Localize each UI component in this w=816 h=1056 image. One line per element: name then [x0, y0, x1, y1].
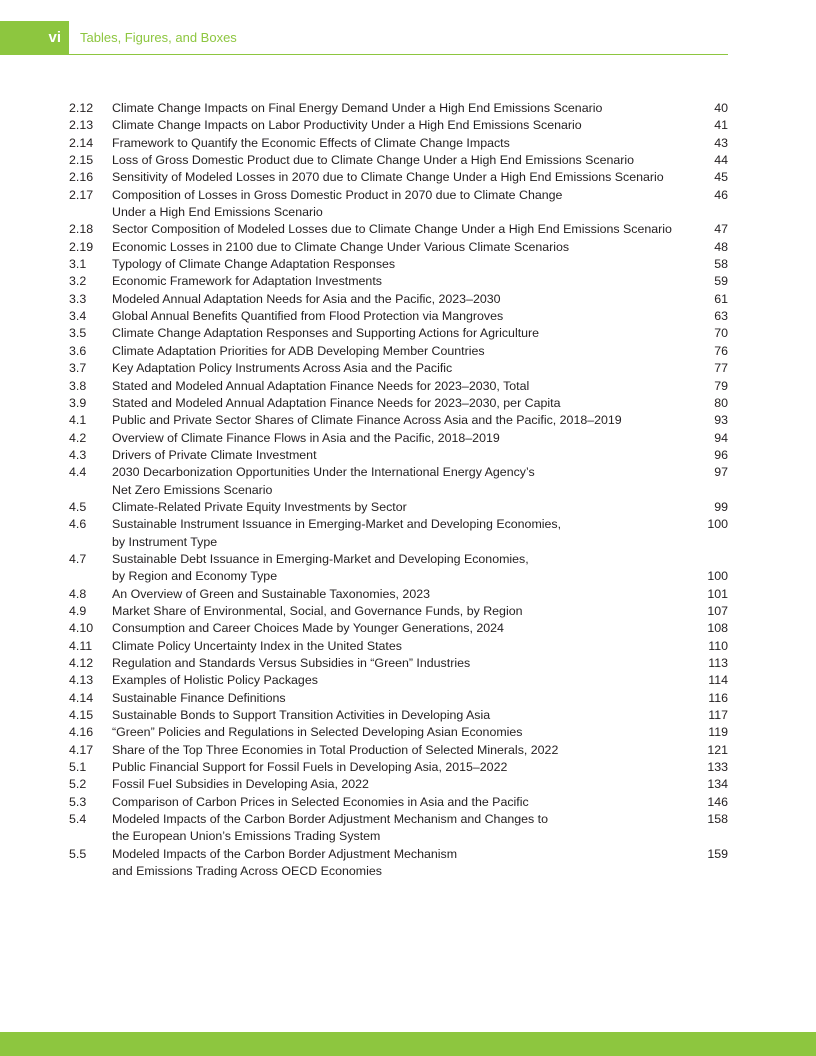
toc-entry: [69, 291, 728, 308]
entry-number: 4.4: [69, 465, 87, 480]
page-number-tab: [0, 21, 69, 55]
footer-bar: [0, 1032, 816, 1056]
toc-entry: [69, 308, 728, 325]
entry-title-line: Typology of Climate Change Adaptation Responses: [112, 257, 396, 272]
entry-page-number: 41: [714, 118, 728, 133]
entry-page-number: 110: [708, 638, 728, 653]
entry-title-line: Loss of Gross Domestic Product due to Climate Change Under a High End Emissions Scenario: [112, 153, 635, 168]
entry-title-line: Economic Losses in 2100 due to Climate Change Under Various Climate Scenarios: [112, 239, 570, 254]
entry-title: [112, 343, 694, 360]
entry-title-line: Overview of Climate Finance Flows in Asia and the Pacific, 2018–2019: [112, 430, 500, 445]
entry-title: [112, 117, 694, 134]
entry-title: [112, 395, 694, 412]
entry-title-line: Under a High End Emissions Scenario: [112, 205, 323, 220]
entry-page-number: 79: [714, 378, 728, 393]
entry-page-number: 114: [708, 673, 728, 688]
entry-title: [112, 221, 694, 238]
entry-number: 4.3: [69, 447, 87, 462]
entry-title-line: Sector Composition of Modeled Losses due to Climate Change Under a High End Emissions Scenario: [112, 222, 672, 237]
toc-entry: [69, 395, 728, 412]
entry-title-line: 2030 Decarbonization Opportunities Under the International Energy Agency’s: [112, 465, 535, 480]
entry-title-line: Modeled Annual Adaptation Needs for Asia and the Pacific, 2023–2030: [112, 291, 501, 306]
toc-entry: [69, 343, 728, 360]
entry-title: [112, 325, 694, 342]
entry-number: 4.11: [69, 638, 93, 653]
entry-title-line: by Instrument Type: [112, 534, 218, 549]
entry-title-line: Regulation and Standards Versus Subsidies in “Green” Industries: [112, 656, 471, 670]
entry-page-number: 80: [714, 395, 728, 410]
entry-number: 5.1: [69, 760, 87, 775]
entry-number: 4.2: [69, 430, 87, 445]
toc-entry: [69, 603, 728, 620]
toc-entry: [69, 776, 728, 793]
entry-page-number: 159: [707, 846, 728, 861]
toc-entry: [69, 273, 728, 290]
running-header-title: Tables, Figures, and Boxes: [80, 30, 237, 45]
entry-page-number: 113: [708, 656, 728, 670]
entry-number: 3.5: [69, 326, 87, 341]
entry-page-number: 48: [714, 239, 728, 254]
entry-title-line: Fossil Fuel Subsidies in Developing Asia, 2022: [112, 777, 369, 792]
entry-title: [112, 655, 694, 672]
entry-title-line: Modeled Impacts of the Carbon Border Adjustment Mechanism: [112, 846, 458, 861]
entry-title: [112, 620, 694, 637]
entry-page-number: 76: [714, 343, 728, 358]
entry-title: [112, 672, 694, 689]
toc-entry: [69, 152, 728, 169]
toc-entry: [69, 325, 728, 342]
toc-entry: [69, 256, 728, 273]
toc-entry: [69, 742, 728, 759]
entry-title: [112, 759, 694, 776]
entry-title: [112, 724, 694, 741]
entry-title-line: Climate Change Impacts on Final Energy Demand Under a High End Emissions Scenario: [112, 101, 603, 115]
toc-entry: [69, 707, 728, 724]
entry-number: 3.6: [69, 343, 87, 358]
entry-title: [112, 794, 694, 811]
entry-title: [112, 551, 694, 586]
entry-title: [112, 776, 694, 793]
entry-page-number: 116: [708, 690, 728, 705]
table-of-contents-list: [69, 100, 728, 880]
entry-title-line: Climate-Related Private Equity Investments by Sector: [112, 499, 407, 514]
entry-title-line: Public and Private Sector Shares of Climate Finance Across Asia and the Pacific, 2018–2019: [112, 413, 622, 428]
entry-number: 4.17: [69, 742, 94, 757]
toc-entry: [69, 447, 728, 464]
entry-title-line: Sustainable Instrument Issuance in Emerging-Market and Developing Economies,: [112, 517, 562, 532]
entry-title: [112, 187, 694, 222]
entry-title-line: Economic Framework for Adaptation Investments: [112, 274, 382, 289]
toc-entry: [69, 464, 728, 499]
entry-title-line: Climate Change Impacts on Labor Productivity Under a High End Emissions Scenario: [112, 118, 582, 133]
entry-title: [112, 308, 694, 325]
entry-title: [112, 707, 694, 724]
entry-page-number: 158: [707, 812, 728, 827]
entry-number: 4.5: [69, 499, 87, 514]
entry-page-number: 100: [707, 569, 728, 584]
entry-title-line: An Overview of Green and Sustainable Taxonomies, 2023: [112, 586, 430, 601]
entry-title: [112, 586, 694, 603]
entry-title: [112, 100, 694, 117]
entry-title: [112, 378, 694, 395]
entry-number: 3.7: [69, 361, 87, 376]
entry-number: 4.14: [69, 690, 94, 705]
toc-entry: [69, 759, 728, 776]
entry-title-line: Global Annual Benefits Quantified from Flood Protection via Mangroves: [112, 309, 504, 324]
entry-title: [112, 291, 694, 308]
toc-entry: [69, 690, 728, 707]
entry-number: 2.13: [69, 118, 94, 133]
entry-number: 5.2: [69, 777, 87, 792]
entry-title-line: Share of the Top Three Economies in Total Production of Selected Minerals, 2022: [112, 742, 559, 757]
entry-title-line: Net Zero Emissions Scenario: [112, 482, 273, 497]
entry-page-number: 61: [714, 291, 728, 306]
entry-number: 2.12: [69, 101, 94, 115]
entry-number: 4.8: [69, 586, 87, 601]
toc-entry: [69, 638, 728, 655]
toc-entry: [69, 169, 728, 186]
entry-title-line: and Emissions Trading Across OECD Economies: [112, 864, 382, 879]
entry-number: 3.4: [69, 309, 87, 324]
entry-title-line: the European Union’s Emissions Trading System: [112, 829, 381, 844]
entry-number: 4.1: [69, 413, 87, 428]
entry-title-line: Composition of Losses in Gross Domestic Product in 2070 due to Climate Change: [112, 187, 563, 202]
entry-title-line: Climate Adaptation Priorities for ADB Developing Member Countries: [112, 343, 485, 358]
entry-title: [112, 811, 694, 846]
entry-page-number: 97: [714, 465, 728, 480]
entry-page-number: 134: [707, 777, 728, 792]
entry-title-line: Modeled Impacts of the Carbon Border Adjustment Mechanism and Changes to: [112, 812, 548, 827]
entry-title: [112, 256, 694, 273]
entry-page-number: 99: [714, 499, 728, 514]
entry-number: 5.3: [69, 794, 87, 809]
entry-title-line: Key Adaptation Policy Instruments Across Asia and the Pacific: [112, 361, 453, 376]
entry-number: 2.14: [69, 135, 94, 150]
entry-page-number: 77: [714, 361, 728, 376]
entry-title-line: Stated and Modeled Annual Adaptation Finance Needs for 2023–2030, Total: [112, 378, 530, 393]
toc-entry: [69, 187, 728, 222]
header-rule: [69, 54, 728, 55]
entry-number: 3.9: [69, 395, 87, 410]
entry-page-number: 108: [707, 621, 728, 636]
toc-entry: [69, 655, 728, 672]
toc-entry: [69, 794, 728, 811]
entry-title: [112, 603, 694, 620]
entry-number: 4.15: [69, 708, 94, 723]
toc-entry: [69, 551, 728, 586]
toc-entry: [69, 811, 728, 846]
toc-entry: [69, 100, 728, 117]
entry-title-line: Comparison of Carbon Prices in Selected Economies in Asia and the Pacific: [112, 794, 529, 809]
entry-number: 3.1: [69, 257, 87, 272]
entry-page-number: 70: [714, 326, 728, 341]
entry-page-number: 101: [707, 586, 728, 601]
entry-page-number: 58: [714, 257, 728, 272]
entry-title: [112, 499, 694, 516]
entry-number: 3.8: [69, 378, 87, 393]
entry-title-line: Examples of Holistic Policy Packages: [112, 673, 318, 688]
entry-page-number: 146: [707, 794, 728, 809]
entry-page-number: 44: [714, 153, 728, 168]
toc-entry: [69, 239, 728, 256]
entry-title: [112, 464, 694, 499]
toc-entry: [69, 117, 728, 134]
entry-page-number: 121: [707, 742, 728, 757]
entry-title: [112, 169, 694, 186]
entry-number: 4.12: [69, 656, 94, 670]
entry-page-number: 40: [714, 101, 728, 115]
entry-title-line: Sustainable Bonds to Support Transition Activities in Developing Asia: [112, 708, 491, 723]
entry-page-number: 59: [714, 274, 728, 289]
entry-page-number: 47: [714, 222, 728, 237]
entry-title-line: Sustainable Finance Definitions: [112, 690, 286, 705]
entry-page-number: 46: [714, 187, 728, 202]
entry-number: 2.17: [69, 187, 94, 202]
entry-title: [112, 638, 694, 655]
entry-page-number: 96: [714, 447, 728, 462]
page-numeral: vi: [48, 29, 61, 46]
entry-title: [112, 690, 694, 707]
entry-number: 5.4: [69, 812, 87, 827]
entry-page-number: 100: [707, 517, 728, 532]
entry-title-line: Stated and Modeled Annual Adaptation Finance Needs for 2023–2030, per Capita: [112, 395, 561, 410]
entry-page-number: 45: [714, 170, 728, 185]
entry-title-line: Market Share of Environmental, Social, and Governance Funds, by Region: [112, 603, 523, 618]
entry-page-number: 93: [714, 413, 728, 428]
entry-title: [112, 430, 694, 447]
entry-number: 2.19: [69, 239, 94, 254]
entry-title-line: by Region and Economy Type: [112, 569, 278, 584]
entry-title: [112, 135, 694, 152]
entry-title-line: Drivers of Private Climate Investment: [112, 447, 317, 462]
entry-title: [112, 360, 694, 377]
entry-page-number: 133: [707, 760, 728, 775]
entry-title: [112, 742, 694, 759]
entry-title-line: Climate Change Adaptation Responses and Supporting Actions for Agriculture: [112, 326, 540, 341]
toc-entry: [69, 586, 728, 603]
toc-entry: [69, 516, 728, 551]
toc-entry: [69, 499, 728, 516]
entry-title: [112, 516, 694, 551]
entry-title-line: Framework to Quantify the Economic Effects of Climate Change Impacts: [112, 135, 510, 150]
entry-title-line: Climate Policy Uncertainty Index in the United States: [112, 638, 402, 653]
entry-number: 3.2: [69, 274, 87, 289]
toc-entry: [69, 221, 728, 238]
toc-entry: [69, 672, 728, 689]
entry-title: [112, 412, 694, 429]
toc-entry: [69, 412, 728, 429]
toc-entry: [69, 378, 728, 395]
entry-number: 4.10: [69, 621, 94, 636]
entry-page-number: 107: [707, 603, 728, 618]
entry-number: 2.16: [69, 170, 94, 185]
entry-title: [112, 846, 694, 881]
toc-entry: [69, 846, 728, 881]
entry-title-line: “Green” Policies and Regulations in Selected Developing Asian Economies: [112, 725, 523, 740]
entry-number: 4.13: [69, 673, 94, 688]
toc-entry: [69, 430, 728, 447]
entry-title-line: Sensitivity of Modeled Losses in 2070 due to Climate Change Under a High End Emissions Scenario: [112, 170, 664, 185]
entry-title: [112, 447, 694, 464]
entry-number: 4.6: [69, 517, 87, 532]
entry-number: 4.9: [69, 603, 87, 618]
entry-page-number: 94: [714, 430, 728, 445]
entry-title: [112, 239, 694, 256]
entry-title-line: Sustainable Debt Issuance in Emerging-Market and Developing Economies,: [112, 551, 529, 566]
toc-entry: [69, 724, 728, 741]
entry-number: 2.15: [69, 153, 94, 168]
entry-title-line: Consumption and Career Choices Made by Younger Generations, 2024: [112, 621, 504, 636]
entry-title: [112, 152, 694, 169]
entry-page-number: 119: [708, 725, 728, 740]
entry-page-number: 43: [714, 135, 728, 150]
entry-number: 4.7: [69, 551, 87, 566]
entry-page-number: 63: [714, 309, 728, 324]
entry-number: 2.18: [69, 222, 94, 237]
toc-entry: [69, 360, 728, 377]
toc-entry: [69, 135, 728, 152]
entry-title-line: Public Financial Support for Fossil Fuels in Developing Asia, 2015–2022: [112, 760, 508, 775]
entry-number: 5.5: [69, 846, 87, 861]
entry-number: 4.16: [69, 725, 94, 740]
entry-title: [112, 273, 694, 290]
toc-entry: [69, 620, 728, 637]
entry-number: 3.3: [69, 291, 87, 306]
entry-page-number: 117: [708, 708, 728, 723]
